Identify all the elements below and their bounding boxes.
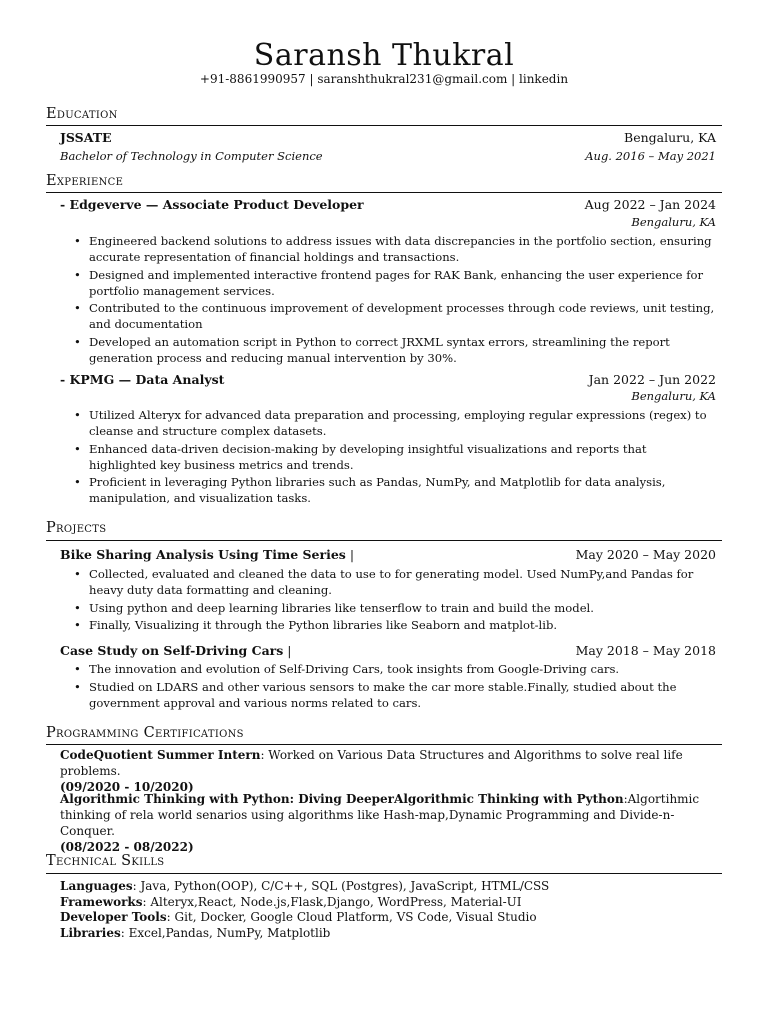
contact-line: +91-8861990957 | saranshthukral231@gmail.com | linkedin xyxy=(199,72,569,86)
job-bullets xyxy=(74,407,716,508)
certification-entry: CodeQuotient Summer Intern: Worked on Various Data Structures and Algorithms to solve real life problems. (09/2020 - 10/2020) xyxy=(60,748,683,794)
skill-row-developer-tools: Developer Tools: Git, Docker, Google Cloud Platform, VS Code, Visual Studio xyxy=(60,910,537,924)
list-item: • The innovation and evolution of Self-Driving Cars, took insights from Google-Driving cars. xyxy=(74,661,716,677)
section-divider xyxy=(46,192,722,193)
school-name: JSSATE xyxy=(60,130,112,145)
skills-list xyxy=(60,879,722,941)
section-title-education: Education xyxy=(46,106,118,122)
section-divider xyxy=(46,873,722,874)
project-dates: May 2018 – May 2018 xyxy=(575,643,716,658)
job-dates: Aug 2022 – Jan 2024 xyxy=(584,197,716,212)
project-title: Bike Sharing Analysis Using Time Series xyxy=(60,547,346,562)
section-divider xyxy=(46,125,722,126)
certification-entry: Algorithmic Thinking with Python: Diving DeeperAlgorithmic Thinking with Python:Algortihmic thinking of rela world senarios using algorithms like Hash-map,Dynamic Programming and Divide-n-Conquer. (08/2022 - 08/2022) xyxy=(60,792,700,854)
linkedin-link[interactable]: linkedin xyxy=(519,72,569,86)
list-item: • Collected, evaluated and cleaned the data to use to for generating model. Used NumPy,and Pandas for heavy duty data formatting and cleaning. xyxy=(74,566,716,598)
section-divider xyxy=(46,744,722,745)
project-bullets xyxy=(74,661,716,712)
degree: Bachelor of Technology in Computer Science xyxy=(60,149,323,163)
section-title-certifications: Programming Certifications xyxy=(46,725,244,741)
list-item: • Contributed to the continuous improvement of development processes through code reviews, unit testing, and documentation xyxy=(74,300,716,332)
section-divider xyxy=(46,540,722,541)
list-item: • Proficient in leveraging Python libraries such as Pandas, NumPy, and Matplotlib for data analysis, manipulation, and visualization tasks. xyxy=(74,474,716,506)
candidate-name: Saransh Thukral xyxy=(253,38,515,73)
resume-page: Saransh Thukral +91-8861990957 | saranshthukral231@gmail.com | linkedin Education JSSATE Bengaluru, KA Bachelor of Technology in Computer Science Aug. 2016 – May 2021 Experience - Edgeverve — Associate Product Developer Aug 2022 – Jan 2024 Bengaluru, KA • Engineered backend solutions to address issues with data discrepancies in the portfolio section, ensuring accurate representation of financial holdings and transactions. • Designed and implemented interactive frontend pages for RAK Bank, enhancing the user experience for portfolio management services. • Contributed to the continuous improvement of development processes through code reviews, unit testing, and documentation • Developed an automation script in Python to correct JRXML syntax errors, streamlining the report generation process and reducing manual intervention by 30%. - KPMG — Data Analyst Jan 2022 – Jun 2022 Bengaluru, KA • Utilized Alteryx for advanced data preparation and processing, employing regular expressions (regex) to cleanse and structure complex datasets. • Enhanced data-driven decision-making by developing insightful visualizations and reports that highlighted key business metrics and trends. • Proficient in leveraging Python libraries such as Pandas, NumPy, and Matplotlib for data analysis, manipulation, and visualization tasks. Projects Bike Sharing Analysis Using Time Series | May 2020 – May 2020 • Collected, evaluated and cleaned the data to use to for generating model. Used NumPy,and Pandas for heavy duty data formatting and cleaning. • Using python and deep learning libraries like tenserflow to train and build the model. • Finally, Visualizing it through the Python libraries like Seaborn and matplot-lib. Case Study on Self-Driving Cars | May 2018 – May 2018 • The innovation and evolution of Self-Driving Cars, took insights from Google-Driving cars. • Studied on LDARS and other various sensors to make the car more stable.Finally, studied about the government approval and various norms related to cars. Programming Certifications CodeQuotient Summer Intern: Worked on Various Data Structures and Algorithms to solve real life problems. (09/2020 - 10/2020) Algorithmic Thinking with Python: Diving DeeperAlgorithmic Thinking with Python:Algortihmic thinking of rela world senarios using algorithms like Hash-map,Dynamic Programming and Divide-n-Conquer. (08/2022 - 08/2022) Technical Skills Languages: Java, Python(OOP), C/C++, SQL (Postgres), JavaScript, HTML/CSS Frameworks: Alteryx,React, Node.js,Flask,Django, WordPress, Material-UI Developer Tools: Git, Docker, Google Cloud Platform, VS Code, Visual Studio Libraries: Excel,Pandas, NumPy, Matplotlib xyxy=(0,0,768,1024)
certification-name: Algorithmic Thinking with Python: Diving DeeperAlgorithmic Thinking with Python xyxy=(60,792,624,806)
project-bullets xyxy=(74,566,716,635)
list-item: • Designed and implemented interactive frontend pages for RAK Bank, enhancing the user experience for portfolio management services. xyxy=(74,267,716,299)
list-item: • Studied on LDARS and other various sensors to make the car more stable.Finally, studied about the government approval and various norms related to cars. xyxy=(74,679,716,711)
certification-name: CodeQuotient Summer Intern xyxy=(60,748,261,762)
skill-row-languages: Languages: Java, Python(OOP), C/C++, SQL (Postgres), JavaScript, HTML/CSS xyxy=(60,879,550,893)
section-title-skills: Technical Skills xyxy=(46,853,165,869)
list-item: • Finally, Visualizing it through the Python libraries like Seaborn and matplot-lib. xyxy=(74,617,716,633)
list-item: • Developed an automation script in Python to correct JRXML syntax errors, streamlining the report generation process and reducing manual intervention by 30%. xyxy=(74,334,716,366)
school-location: Bengaluru, KA xyxy=(624,130,716,145)
education-dates: Aug. 2016 – May 2021 xyxy=(585,149,716,163)
section-title-experience: Experience xyxy=(46,173,124,189)
job-title: - KPMG — Data Analyst xyxy=(60,372,225,387)
job-bullets xyxy=(74,233,716,367)
certification-dates: (09/2020 - 10/2020) xyxy=(60,780,194,794)
list-item: • Utilized Alteryx for advanced data preparation and processing, employing regular expressions (regex) to cleanse and structure complex datasets. xyxy=(74,407,716,439)
job-dates: Jan 2022 – Jun 2022 xyxy=(588,372,716,387)
list-item: • Enhanced data-driven decision-making by developing insightful visualizations and reports that highlighted key business metrics and trends. xyxy=(74,441,716,473)
section-title-projects: Projects xyxy=(46,520,107,536)
list-item: • Using python and deep learning libraries like tenserflow to train and build the model. xyxy=(74,600,716,616)
job-location: Bengaluru, KA xyxy=(631,215,716,229)
job-location: Bengaluru, KA xyxy=(631,389,716,403)
project-dates: May 2020 – May 2020 xyxy=(575,547,716,562)
certification-dates: (08/2022 - 08/2022) xyxy=(60,840,194,854)
phone: +91-8861990957 xyxy=(199,72,306,86)
skill-row-libraries: Libraries: Excel,Pandas, NumPy, Matplotlib xyxy=(60,925,331,940)
project-title: Case Study on Self-Driving Cars xyxy=(60,643,284,658)
list-item: • Engineered backend solutions to address issues with data discrepancies in the portfolio section, ensuring accurate representation of financial holdings and transactions. xyxy=(74,233,716,265)
skill-row-frameworks: Frameworks: Alteryx,React, Node.js,Flask,Django, WordPress, Material-UI xyxy=(60,894,522,909)
email-link[interactable]: saranshthukral231@gmail.com xyxy=(317,72,508,86)
job-title: - Edgeverve — Associate Product Developer xyxy=(60,197,364,212)
